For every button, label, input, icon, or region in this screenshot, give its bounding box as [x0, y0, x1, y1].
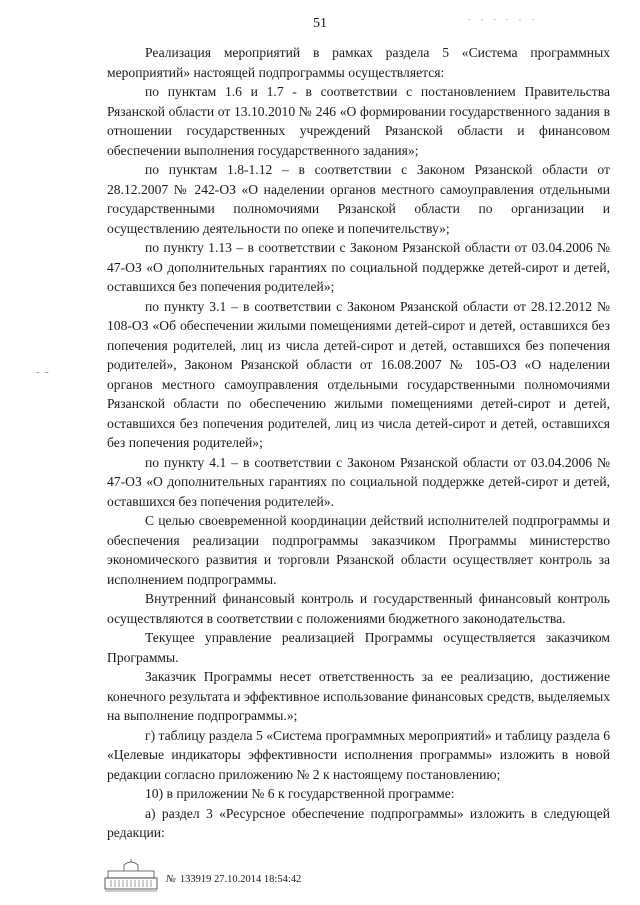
- paragraph: Заказчик Программы несет ответственность за ее реализацию, достижение конечного результата и эффективное использование финансовых средств, выделяемых на выполнение подпрограммы.»;: [107, 669, 610, 723]
- paragraph: по пунктам 1.6 и 1.7 - в соответствии с постановлением Правительства Рязанской области от 13.10.2010 № 246 «О формировании государственного задания в отношении государственных учреждений Рязанской области и финансовом обеспечении выполнения государственного задания»;: [107, 84, 610, 158]
- paragraph: по пунктам 1.8-1.12 – в соответствии с Законом Рязанской области от 28.12.2007 № 242-ОЗ «О наделении органов местного самоуправления отдельными государственными полномочиями Рязанской области по организации и осуществлению деятельности по опеке и попечительству»;: [107, 162, 610, 236]
- page-number: 51: [313, 16, 327, 31]
- registration-info: 133919 27.10.2014 18:54:42: [179, 874, 302, 885]
- paragraph: Внутренний финансовый контроль и государственный финансовый контроль осуществляются в соответствии с положениями бюджетного законодательства.: [107, 591, 610, 626]
- paragraph: г) таблицу раздела 5 «Система программных мероприятий» и таблицу раздела 6 «Целевые индикаторы эффективности исполнения программы» изложить в новой редакции согласно приложению № 2 к настоящему постановлению;: [107, 727, 610, 782]
- paragraph: по пункту 3.1 – в соответствии с Законом Рязанской области от 28.12.2012 № 108-ОЗ «Об обеспечении жилыми помещениями детей-сирот и детей, оставшихся без попечения родителей, лиц из числа детей-сирот и детей, оставшихся без попечения родителей», Законом Рязанской области от 16.08.2007 № 105-ОЗ «О наделении органов местного самоуправления отдельными государственными полномочиями Рязанской области по обеспечению жилыми помещениями детей-сирот и детей, оставшихся без попечения родителей, лиц из числа детей-сирот и детей, оставшихся без попечения родителей»;: [107, 298, 610, 450]
- margin-mark: - -: [36, 366, 49, 378]
- paragraph: 10) в приложении № 6 к государственной программе:: [145, 786, 455, 801]
- registration-stamp: [166, 870, 301, 890]
- document-body: [107, 43, 610, 843]
- paragraph: С целью своевременной координации действий исполнителей подпрограммы и обеспечения реализации подпрограммы заказчиком Программы министерство экономического развития и торговли Рязанской области осуществляет контроль за исполнением подпрограммы.: [107, 513, 610, 587]
- document-footer: [102, 858, 342, 892]
- paragraph: а) раздел 3 «Ресурсное обеспечение подпрограммы» изложить в следующей редакции:: [107, 805, 610, 840]
- number-sign: №: [166, 874, 176, 885]
- paragraph: по пункту 1.13 – в соответствии с Законом Рязанской области от 03.04.2006 № 47-ОЗ «О дополнительных гарантиях по социальной поддержке детей-сирот и детей, оставшихся без попечения родителей»;: [107, 240, 610, 294]
- paragraph: Реализация мероприятий в рамках раздела 5 «Система программных мероприятий» настоящей подпрограммы осуществляется:: [107, 45, 610, 80]
- paragraph: по пункту 4.1 – в соответствии с Законом Рязанской области от 03.04.2006 № 47-ОЗ «О дополнительных гарантиях по социальной поддержке детей-сирот и детей, оставшихся без попечения родителей».: [107, 454, 610, 509]
- scan-artifact: ‐ ‐ ‐ ‐ ‐ ‐: [468, 15, 538, 24]
- government-seal-icon: [102, 858, 160, 892]
- paragraph: Текущее управление реализацией Программы осуществляется заказчиком Программы.: [107, 630, 610, 665]
